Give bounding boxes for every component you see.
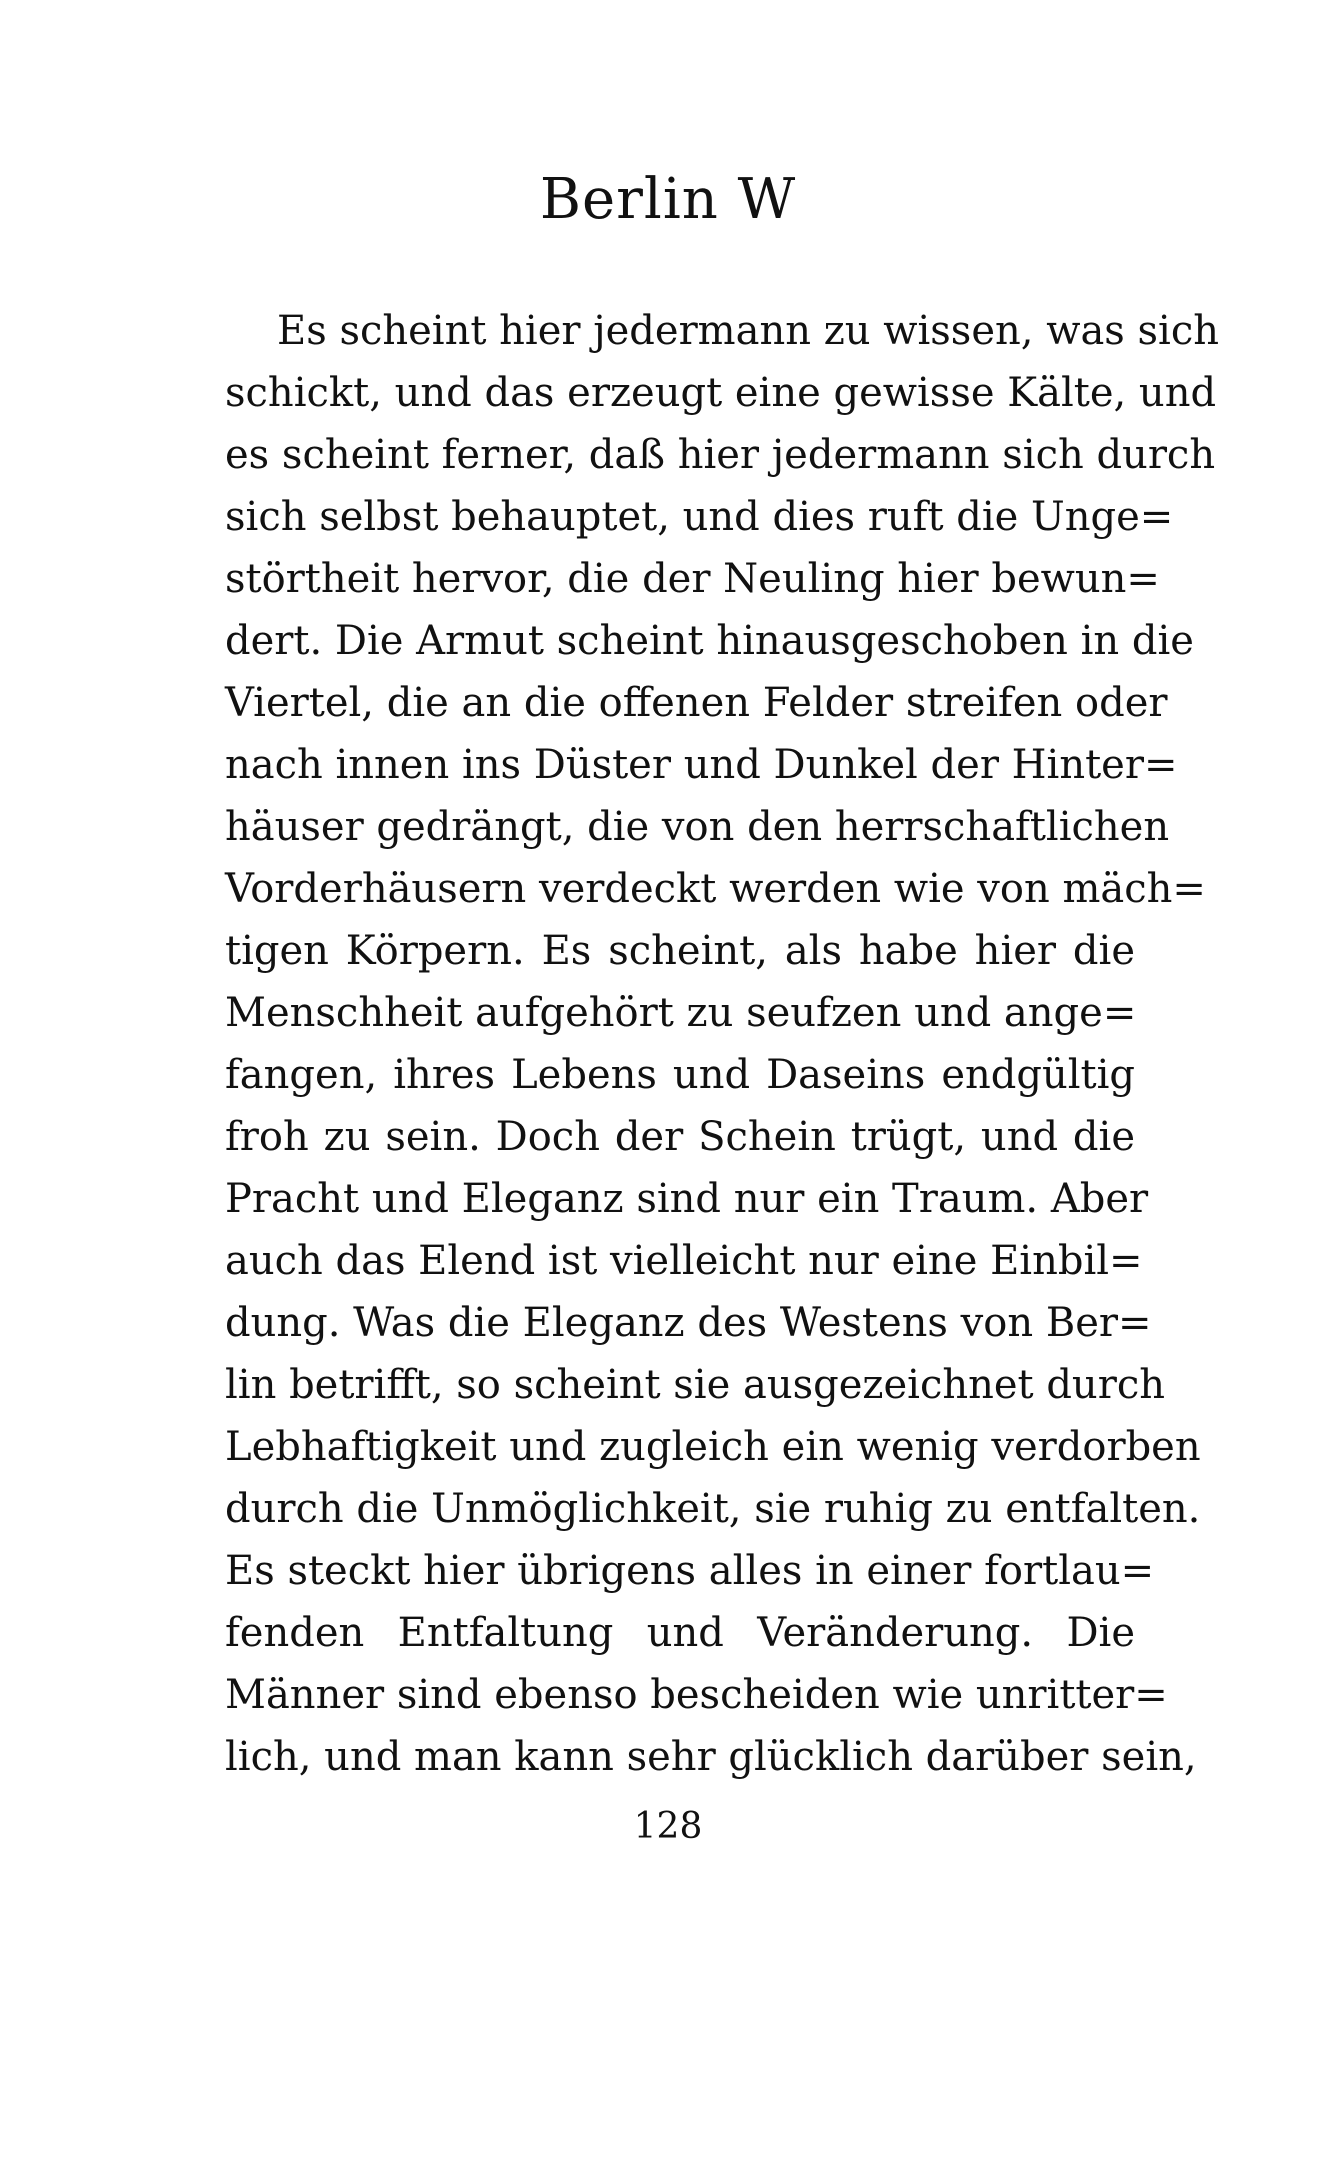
text-line: tigen Körpern. Es scheint, als habe hier die [225, 928, 1135, 974]
text-line: froh zu sein. Doch der Schein trügt, und die [225, 1114, 1135, 1160]
text-line: lich, und man kann sehr glücklich darüber sein, [225, 1734, 1197, 1780]
text-line: sich selbst behauptet, und dies ruft die Unge= [225, 494, 1174, 540]
text-line: dert. Die Armut scheint hinausgeschoben in die [225, 618, 1194, 664]
text-line: Lebhaftigkeit und zugleich ein wenig verdorben [225, 1424, 1201, 1470]
page-title: Berlin W [539, 167, 797, 232]
text-line: Vorderhäusern verdeckt werden wie von mäch= [225, 866, 1206, 912]
text-line: dung. Was die Eleganz des Westens von Ber= [225, 1300, 1152, 1346]
text-line: fenden Entfaltung und Veränderung. Die [225, 1610, 1135, 1656]
text-line: durch die Unmöglichkeit, sie ruhig zu entfalten. [225, 1486, 1201, 1532]
text-line: nach innen ins Düster und Dunkel der Hinter= [225, 742, 1178, 788]
text-line: Pracht und Eleganz sind nur ein Traum. Aber [225, 1176, 1149, 1222]
text-line: Viertel, die an die offenen Felder streifen oder [225, 680, 1168, 726]
text-line: lin betrifft, so scheint sie ausgezeichnet durch [225, 1362, 1165, 1408]
text-line: Es scheint hier jedermann zu wissen, was sich [277, 308, 1220, 354]
text-line: schickt, und das erzeugt eine gewisse Kälte, und [225, 370, 1217, 416]
text-line: Menschheit aufgehört zu seufzen und ange= [225, 990, 1137, 1036]
body-text [225, 300, 1220, 1788]
text-line: es scheint ferner, daß hier jedermann sich durch [225, 432, 1216, 478]
text-line: störtheit hervor, die der Neuling hier bewun= [225, 556, 1160, 602]
text-line: auch das Elend ist vielleicht nur eine Einbil= [225, 1238, 1143, 1284]
text-line: häuser gedrängt, die von den herrschaftlichen [225, 804, 1170, 850]
page-number: 128 [633, 1806, 703, 1847]
text-line: Männer sind ebenso bescheiden wie unritter= [225, 1672, 1168, 1718]
text-line: Es steckt hier übrigens alles in einer fortlau= [225, 1548, 1155, 1594]
text-line: fangen, ihres Lebens und Daseins endgültig [225, 1052, 1135, 1098]
